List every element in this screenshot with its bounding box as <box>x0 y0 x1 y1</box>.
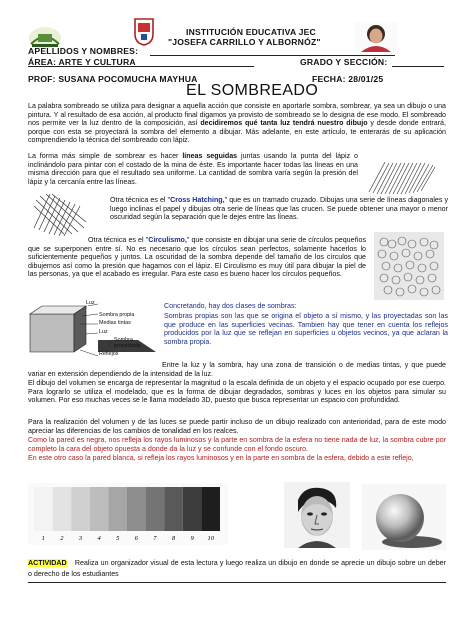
lineas-paragraph <box>28 152 358 186</box>
institution-name: INSTITUCIÓN EDUCATIVA JEC <box>186 27 316 37</box>
diagram-label-sombra-propia: Sombra propia <box>99 312 135 318</box>
grade-section-label: GRADO Y SECCIÓN: <box>300 57 388 67</box>
area-underline <box>28 66 254 67</box>
value-number-3: 3 <box>78 535 83 542</box>
value-number-5: 5 <box>116 535 120 542</box>
activity-text: Realiza un organizador visual de esta lectura y luego realiza un dibujo en donde se aprecie un dibujo sobre un deber o derecho de los estudiantes <box>28 559 446 578</box>
lineas-c: juntas usando la punta del lápiz o inclinándolo para pintar con el costado de la mina de éste. Es importante hacer todas las líneas en una misma dirección para que el resultado sea uniforme. La cantidad de sombra varía según la presión del lápiz y la cercanía entre las líneas. <box>28 152 358 186</box>
lineas-a: La forma más simple de sombrear es hacer <box>28 152 179 160</box>
charcoal-portrait-image <box>284 482 350 548</box>
transition-paragraph <box>28 361 446 378</box>
intro-p1: La palabra sombreado se utiliza para designar a aquella acción que consiste en aportarle sombra, sombrear, ya sea un dibujo o una pintura. Y al resultado de esa acción, al producto final digamos ya provisto de sombreado se lo designa de ese modo. <box>28 102 446 119</box>
shadow-diagram <box>28 300 158 360</box>
activity-label: ACTIVIDAD <box>28 559 67 567</box>
value-swatch-9 <box>183 487 202 531</box>
value-swatch-7 <box>146 487 165 531</box>
page-title: EL SOMBREADO <box>186 82 319 99</box>
cross-a: Otra técnica es el " <box>110 196 171 204</box>
diagram-label-reflejos: Reflejos <box>99 351 119 357</box>
circ-c: " que consiste en dibujar una serie de círculos pequeños que se superponen entre sí. No es necesario que los círculos sean perfectos, solamente hacerlos lo suficientemente pequeños y juntos. La oscuridad de la sombra depende del tamaño de los círculos que dibujemos así como la presión que hagamos con el lápiz. El Circulismo es muy útil para dibujar la piel de las personas, ya que el acabado es irregular. Para este caso es bueno hacer los círculos pequeños. <box>28 236 366 279</box>
intro-p2a: El sombreado nos permite ver la luz dentro de la composición, así <box>28 110 446 128</box>
value-swatch-10 <box>201 487 220 531</box>
value-number-4: 4 <box>97 535 101 542</box>
value-swatch-4 <box>90 487 109 531</box>
diagram-label-sombra-proyectada: Sombra proyectada <box>114 337 141 349</box>
transition-text: Entre la luz y la sombra, hay una zona de transición o de medias tintas, y que puede variar en extensión dependiendo de la intensidad de la luz. <box>28 361 446 378</box>
pared-blanca-paragraph: En este otro caso la pared blanca, si refleja los rayos luminosos y en la parte en sombra de la esfera, debido a este reflejo, <box>28 454 414 462</box>
value-swatch-3 <box>71 487 90 531</box>
crosshatch-paragraph <box>110 196 448 222</box>
circulismo-paragraph <box>28 236 366 279</box>
volumen-paragraph: El dibujo del volumen se encarga de representar la magnitud o la escala definida de un objeto y el espacio ocupado por ese cuerpo. Para lograrlo se utiliza el modelado, que es la forma de dibujar degradados, sombras y luces en los objetos para simular su volumen. Por eso muchas veces se le llama modelado 3D, puesto que busca representar un espacio con profundidad. <box>28 379 446 405</box>
value-number-2: 2 <box>60 535 64 542</box>
diagram-label-luz-2: Luz <box>99 329 108 335</box>
crosshatch-sample-image <box>32 188 88 238</box>
area-label: ÁREA: ARTE Y CULTURA <box>28 57 136 67</box>
circulismo-sample-image <box>374 232 444 300</box>
value-number-1: 1 <box>41 535 45 542</box>
clases-heading: Concretando, hay dos clases de sombras: <box>164 302 297 310</box>
lineas-sample-image <box>365 160 441 196</box>
pared-negra-paragraph: Como la pared es negra, nos refleja los rayos luminosos y la parte en sombra de la esfera no tiene nada de luz, la sombra cubre por completo la cara del objeto opuesta a donde da la luz y se confunde con el fondo oscuro. <box>28 436 446 453</box>
activity-rule <box>28 582 446 583</box>
intro-p2c: y desde donde entrará, porque con esta se proyectará la sombra del elemento a dibujar. Más adelante, en este artículo, te enterarás de su aplicación comprendiendo la técnica del sombreado con lápiz. <box>28 119 446 145</box>
intro-p2b: decidiremos qué tanta luz tendrá nuestro dibujo <box>200 119 368 128</box>
value-number-8: 8 <box>171 535 176 542</box>
grade-section-field[interactable] <box>392 66 444 67</box>
value-number-10: 10 <box>207 535 214 542</box>
diagram-label-luz: Luz <box>86 300 95 306</box>
activity-box <box>28 558 446 580</box>
realizacion-paragraph: Para la realización del volumen y de las luces se puede partir incluso de un dibujo realizado con anterioridad, para de este modo apreciar las diferencias de los cambios de tonalidad en los realces. <box>28 418 446 435</box>
diagram-label-medias-tintas: Medias tintas <box>99 320 131 326</box>
circ-b: Circulismo, <box>148 236 187 244</box>
lineas-b: líneas seguidas <box>182 152 238 160</box>
teacher-label: PROF: SUSANA POCOMUCHA MAYHUA <box>28 74 198 84</box>
value-number-9: 9 <box>190 535 194 542</box>
value-swatch-8 <box>164 487 183 531</box>
student-name-field[interactable] <box>150 55 395 56</box>
student-name-label: APELLIDOS Y NOMBRES: <box>28 46 139 56</box>
intro-paragraph <box>28 102 446 145</box>
value-number-6: 6 <box>134 535 138 542</box>
value-number-7: 7 <box>153 535 157 542</box>
value-swatch-1 <box>34 487 53 531</box>
value-swatch-6 <box>127 487 146 531</box>
value-swatch-5 <box>108 487 127 531</box>
value-swatch-2 <box>53 487 72 531</box>
cross-b: Cross Hatching, <box>170 196 225 204</box>
school-crest-icon <box>134 18 154 46</box>
shaded-sphere-image <box>362 484 446 550</box>
circ-a: Otra técnica es el " <box>88 236 149 244</box>
school-name: "JOSEFA CARRILLO Y ALBORNÓZ" <box>168 37 321 47</box>
value-scale <box>28 483 228 545</box>
date-label: FECHA: 28/01/25 <box>312 74 384 84</box>
clases-paragraph: Sombras propias son las que se origina el objeto a sí mismo, y las proyectadas son las que produce en las superficies vecinas. Tambien hay que tener en cuenta los reflejos producidos por la luz que se reflejan en superficies u objetos vecinos, ya que aclaran la sombra propia. <box>164 312 448 346</box>
teacher-photo <box>355 22 397 52</box>
cross-c: " que es un tramado cruzado. Dibujas una serie de líneas diagonales y luego inclinas el papel y dibujas otra serie de líneas que las crucen. Se puede obtener una mayor o menor oscuridad según la separación que le dejes entre las líneas. <box>110 196 449 222</box>
